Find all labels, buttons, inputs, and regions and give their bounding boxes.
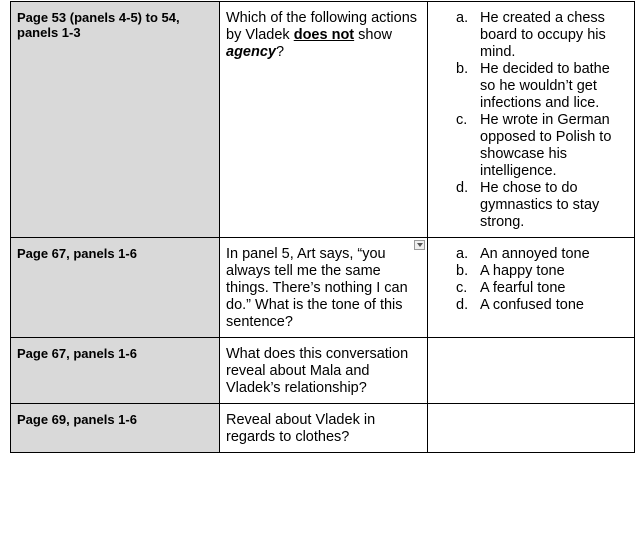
- answer-options-cell[interactable]: [428, 2, 635, 238]
- page-reference-cell: [11, 2, 220, 238]
- question-cell[interactable]: [220, 238, 428, 338]
- page-reference-cell: [11, 238, 220, 338]
- dropdown-arrow-icon[interactable]: [414, 240, 425, 250]
- option-text: He wrote in German opposed to Polish to showcase his intelligence.: [480, 112, 612, 179]
- option-letter: a.: [456, 246, 469, 262]
- question-cell[interactable]: [220, 338, 428, 404]
- question-emphasis: does not: [293, 27, 355, 43]
- page-reference: Page 53 (panels 4-5) to 54, panels 1-3: [17, 10, 180, 40]
- question-text-part: show: [354, 27, 393, 43]
- list-item: [434, 263, 628, 280]
- question-cell[interactable]: [220, 404, 428, 453]
- answer-options-list: [434, 10, 628, 231]
- option-letter: a.: [456, 10, 469, 26]
- question-text: Reveal about Vladek in regards to clothes?: [226, 412, 376, 445]
- list-item: [434, 280, 628, 297]
- option-text: An annoyed tone: [480, 246, 590, 262]
- list-item: [434, 297, 628, 314]
- list-item: [434, 10, 628, 61]
- answer-cell[interactable]: [428, 404, 635, 453]
- question-emphasis: agency: [226, 44, 276, 60]
- option-text: He decided to bathe so he wouldn’t get infections and lice.: [480, 61, 610, 111]
- option-letter: d.: [456, 180, 469, 196]
- option-text: He created a chess board to occupy his mind.: [480, 10, 606, 60]
- question-text: What does this conversation reveal about Mala and Vladek’s relationship?: [226, 346, 409, 396]
- table-row: [11, 2, 635, 238]
- option-text: A confused tone: [480, 297, 584, 313]
- page-reference-cell: [11, 404, 220, 453]
- list-item: [434, 112, 628, 180]
- answer-cell[interactable]: [428, 338, 635, 404]
- list-item: [434, 180, 628, 231]
- page-reference: Page 67, panels 1-6: [17, 246, 137, 261]
- list-item: [434, 61, 628, 112]
- option-text: A happy tone: [480, 263, 565, 279]
- question-text: [226, 10, 417, 60]
- answer-options-cell[interactable]: [428, 238, 635, 338]
- table-row: [11, 238, 635, 338]
- page-reference-cell: [11, 338, 220, 404]
- option-letter: c.: [456, 280, 468, 296]
- answer-options-list: [434, 246, 628, 314]
- triangle-down-icon: [417, 243, 423, 247]
- option-text: A fearful tone: [480, 280, 566, 296]
- question-text: In panel 5, Art says, “you always tell me the same things. There’s nothing I can do.” What is the tone of this sentence?: [226, 246, 408, 330]
- table-row: [11, 338, 635, 404]
- list-item: [434, 246, 628, 263]
- page-reference: Page 67, panels 1-6: [17, 346, 137, 361]
- question-text-part: Which of the following actions by Vladek: [226, 10, 418, 43]
- worksheet-table: [10, 1, 635, 453]
- question-text-part: ?: [275, 44, 285, 60]
- option-letter: b.: [456, 263, 469, 279]
- option-text: He chose to do gymnastics to stay strong.: [480, 180, 600, 230]
- table-row: [11, 404, 635, 453]
- option-letter: b.: [456, 61, 469, 77]
- page-reference: Page 69, panels 1-6: [17, 412, 137, 427]
- option-letter: c.: [456, 112, 468, 128]
- question-cell[interactable]: [220, 2, 428, 238]
- option-letter: d.: [456, 297, 469, 313]
